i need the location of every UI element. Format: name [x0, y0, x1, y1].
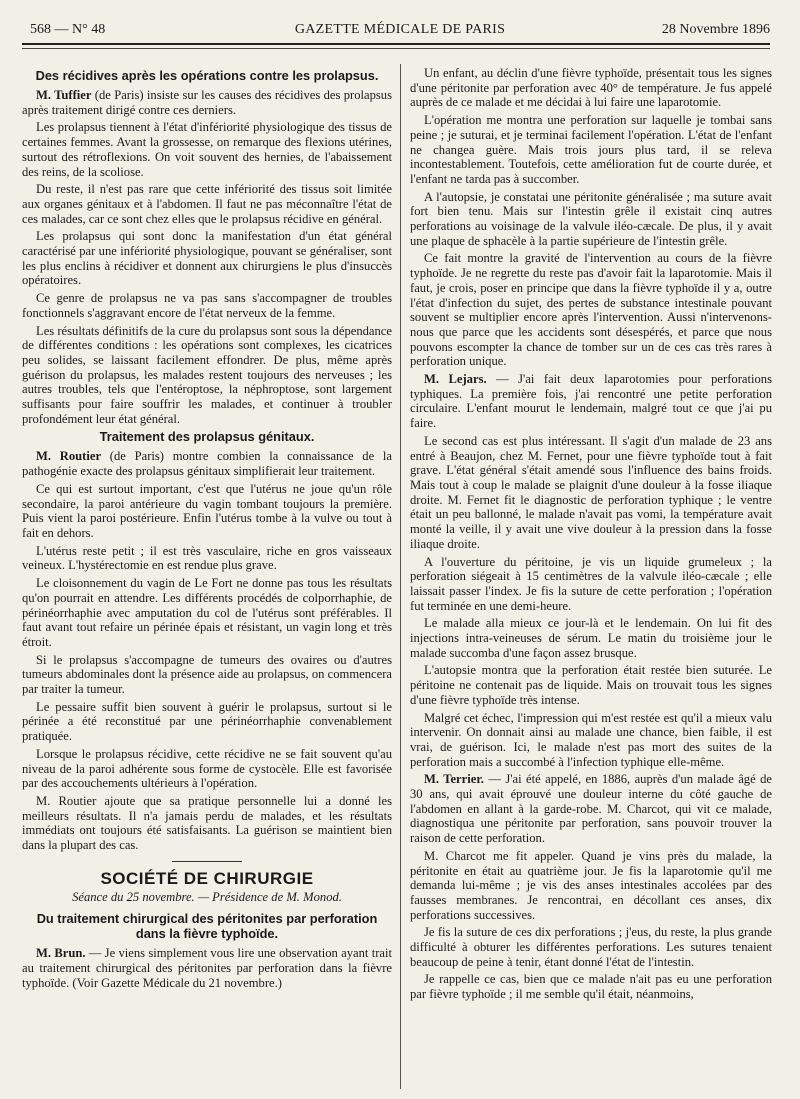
- right-column: [410, 66, 772, 1091]
- paragraph: Je fis la suture de ces dix perforations ; j'eus, du reste, la plus grande difficulté à obturer les différentes perforations. Les sutures tenaient beaucoup de peine à tenir, étant donné l'état de l'intestin.: [410, 925, 772, 969]
- paragraph: [22, 449, 392, 478]
- paragraph: Ce qui est surtout important, c'est que l'utérus ne joue qu'un rôle secondaire, la paroi antérieure du vagin tombant toujours la première. Puis vient la paroi postérieure. Enfin l'utérus tombe à la vulve ou tout à fait en dehors.: [22, 481, 392, 540]
- column-divider: [400, 64, 401, 1089]
- left-column: [22, 66, 392, 1091]
- speaker-name: M. Lejars.: [424, 372, 487, 387]
- paragraph: L'autopsie montra que la perforation était restée bien suturée. Le péritoine ne contenait pas de liquide. Mais on trouvait tous les signes d'une fièvre typhoïde très intense.: [410, 663, 772, 707]
- paragraph-text: — J'ai été appelé, en 1886, auprès d'un malade âgé de 30 ans, qui avait éprouvé une douleur interne du côté gauche de l'abdomen en allant à la garde-robe. M. Charcot, qui vit ce malade, diagnostiqua une péritonite par perforation, sans pouvoir trouver la raison de cette perforation.: [410, 772, 772, 846]
- paragraph: Malgré cet échec, l'impression qui m'est restée est qu'il a mieux valu intervenir. On donnait ainsi au malade une chance, bien faible, il est vrai, de guérison. Ici, le malade n'est pas mort des suites de la perforation mais a succombé à l'infection typhique elle-même.: [410, 710, 772, 769]
- page-number: 568 — N° 48: [30, 22, 106, 37]
- paragraph-text: (de Paris) insiste sur les causes des récidives des prolapsus après traitement dirigé contre ces derniers.: [22, 88, 392, 117]
- section-separator: [172, 861, 242, 862]
- paragraph: M. Routier ajoute que sa pratique personnelle lui a donné les meilleurs résultats. Il n'a jamais perdu de malades, et les résultats immédiats ont toujours été satisfaisants. La guérison se maintient bien dans la plupart des cas.: [22, 793, 392, 853]
- issue-date: 28 Novembre 1896: [661, 22, 770, 37]
- paragraph: Les prolapsus qui sont donc la manifestation d'un état général caractérisé par une infériorité physiologique, pouvant se généraliser, sont les plus enclins à récidiver et donnent aux chirurgiens le plus d'insuccès opératoires.: [22, 229, 392, 288]
- paragraph-text: — Je viens simplement vous lire une observation ayant trait au traitement chirurgical des péritonites par perforation dans la fièvre typhoïde. (Voir Gazette Médicale du 21 novembre.): [22, 946, 392, 990]
- paragraph: Si le prolapsus s'accompagne de tumeurs des ovaires ou d'autres tumeurs abdominales dont la présence aide au prolapsus, on commencera par traiter la tumeur.: [22, 652, 392, 697]
- section-title-peritonites: Du traitement chirurgical des péritonites par perforation dans la fièvre typhoïde.: [36, 911, 378, 942]
- paragraph: Le cloisonnement du vagin de Le Fort ne donne pas tous les résultats qu'on pourrait en attendre. Les différents procédés de colporrhaphie, de périnéorrhaphie avec amputation du col de l'utérus sont préférables. Il faut avant tout refaire un périnée épais et résistant, un vagin long et très étroit.: [22, 576, 392, 649]
- paragraph: Ce fait montre la gravité de l'intervention au cours de la fièvre typhoïde. Je ne regrette du reste pas d'avoir fait la laparotomie. Mais il faut, je crois, poser en principe que dans la fièvre typhoïde il y a, outre l'état d'infection du sujet, des pertes de substance intestinale pouvant souvent se multiplier encore après l'intervention. Aussi n'intervenons-nous que parce que les accidents sont désespérés, et parce que nous pouvons escompter la chance de tomber sur un de ces cas très rares à perforation unique.: [410, 251, 772, 369]
- header-rule-thin: [22, 48, 770, 49]
- paragraph: A l'ouverture du péritoine, je vis un liquide grumeleux ; la perforation siégeait à 15 centimètres de la valvule iléo-cæcale ; elle laissait passer l'index. Je fis la suture de cette perforation ; l'opération fut terminée en une demi-heure.: [410, 554, 772, 613]
- paragraph: M. Charcot me fit appeler. Quand je vins près du malade, la péritonite en était au quatrième jour. Je fis la laparotomie qu'il me demanda lui-même ; je vis des anses intestinales accolées par des fausses membranes. Je rencontrai, en décollant ces anses, dix perforations successives.: [410, 848, 772, 922]
- paragraph: [410, 772, 772, 846]
- paragraph-text: (de Paris) montre combien la connaissance de la pathogénie exacte des prolapsus génitaux simplifierait leur traitement.: [22, 449, 392, 479]
- paragraph: [410, 372, 772, 431]
- speaker-name: M. Routier: [36, 449, 102, 464]
- paragraph: L'utérus reste petit ; il est très vasculaire, riche en gros vaisseaux veineux. L'hystérectomie en est rendue plus grave.: [22, 543, 392, 573]
- society-heading: SOCIÉTÉ DE CHIRURGIE: [100, 868, 314, 888]
- speaker-name: M. Brun.: [36, 946, 86, 961]
- paragraph: Du reste, il n'est pas rare que cette infériorité des tissus soit limitée aux organes génitaux et à l'abdomen. Il faut ne pas méconnaître l'état de ces malades, car ce sont chez elles que le prolapsus récidive en général.: [22, 182, 392, 226]
- paragraph: Le malade alla mieux ce jour-là et le lendemain. On lui fit des injections intra-veineuses de sérum. Le matin du troisième jour le malade succomba d'une façon assez brusque.: [410, 616, 772, 660]
- page-header: [30, 18, 770, 40]
- paragraph: Lorsque le prolapsus récidive, cette récidive ne se fait souvent qu'au niveau de la paroi adhérente sous forme de cystocèle. Elle est favorisée par des accouchements ultérieurs à l'opération.: [22, 746, 392, 791]
- paragraph: Les prolapsus tiennent à l'état d'infériorité physiologique des tissus de certaines femmes. Avant la grossesse, on remarque des flexions utérines, surtout des rétroflexions. On voit souvent des hernies, de l'abaissement des reins, de la scoliose.: [22, 120, 392, 179]
- journal-title: GAZETTE MÉDICALE DE PARIS: [294, 22, 506, 37]
- paragraph: L'opération me montra une perforation sur laquelle je tombai sans peine ; je suturai, et je terminai facilement l'opération. L'état de l'enfant ne changea guère. Mais trois jours plus tard, il se releva incontestablement. Toutefois, cette amélioration fut de courte durée, et l'enfant ne tarda pas à succomber.: [410, 113, 772, 186]
- paragraph: Les résultats définitifs de la cure du prolapsus sont sous la dépendance de différentes conditions : les opérations sont complexes, les cicatrices peu solides, se laissant facilement effondrer. De plus, même après guérison du prolapsus, les malades restent toujours des nerveuses ; les autres troubles, tels que l'entéroptose, la néphroptose, sont largement suffisants pour faire souffrir les malades, et continuer à troubler profondément leur état général.: [22, 323, 392, 426]
- section-title-recidives: Des récidives après les opérations contre les prolapsus.: [35, 68, 379, 83]
- session-line: Séance du 25 novembre. — Présidence de M. Monod.: [72, 890, 342, 905]
- paragraph: Le pessaire suffit bien souvent à guérir le prolapsus, surtout si le périnée a été reconstitué par une périnéorrhaphie convenablement pratiquée.: [22, 699, 392, 744]
- paragraph: Ce genre de prolapsus ne va pas sans s'accompagner de troubles fonctionnels s'aggravant encore de l'état nerveux de la femme.: [22, 291, 392, 320]
- paragraph: [22, 88, 392, 117]
- paragraph: Le second cas est plus intéressant. Il s'agit d'un malade de 23 ans entré à Beaujon, chez M. Fernet, pour une fièvre typhoïde tout à fait grave. L'état général s'était amendé sous l'influence des bains froids. Mais tout à coup le malade se plaignit d'une douleur à la fosse iliaque droite. M. Fernet fit le diagnostic de perforation typhique ; le ventre était un peu ballonné, le malade n'avait pas vomi, la température avait monté la veille, il y avait une vive douleur à la pression dans la fosse iliaque droite.: [410, 433, 772, 551]
- section-title-traitement: Traitement des prolapsus génitaux.: [99, 429, 315, 445]
- paragraph: A l'autopsie, je constatai une péritonite généralisée ; ma suture avait fort bien tenu. Mais sur l'intestin grêle il existait cinq autres perforations au voisinage de la valvule iléo-cæcale. De plus, il y avait une plaque de sphacèle à la partie supérieure de l'intestin grêle.: [410, 189, 772, 248]
- paragraph: Un enfant, au déclin d'une fièvre typhoïde, présentait tous les signes d'une péritonite par perforation avec 40° de température. Je fus appelé auprès de ce malade et me décidai à lui faire une laparotomie.: [410, 66, 772, 110]
- speaker-name: M. Terrier.: [424, 772, 484, 787]
- paragraph: Je rappelle ce cas, bien que ce malade n'ait pas eu une perforation par fièvre typhoïde ; il me semble qu'il était, néanmoins,: [410, 972, 772, 1002]
- paragraph: [22, 946, 392, 990]
- header-rule: [22, 43, 770, 45]
- paragraph-text: — J'ai fait deux laparotomies pour perforations typhiques. La première fois, j'ai rencontré une petite perforation circulaire. L'enfant mourut le lendemain, malgré tout ce que j'ai pu faire.: [410, 372, 772, 431]
- speaker-name: M. Tuffier: [36, 88, 92, 102]
